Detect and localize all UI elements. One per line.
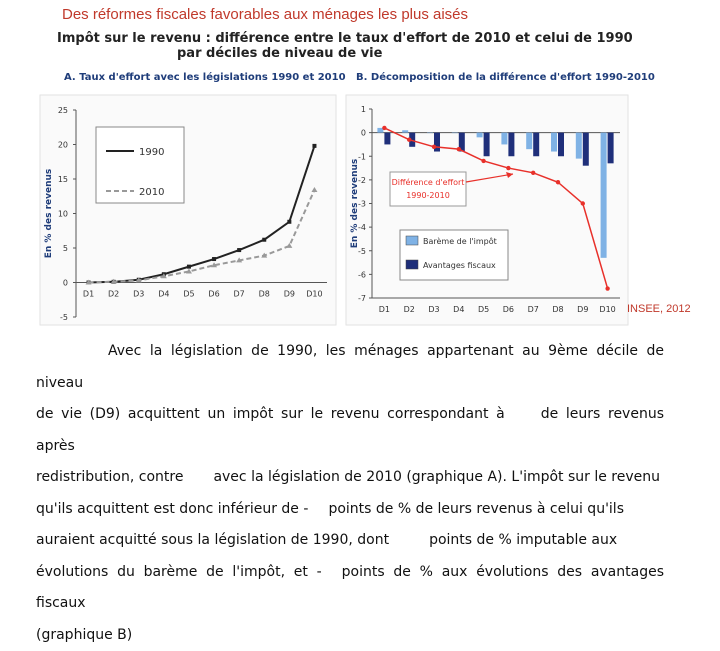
chart-a-x-tick-label: D10 bbox=[306, 290, 322, 299]
chart-b-annotation-line2: 1990-2010 bbox=[406, 191, 450, 200]
chart-a-x-tick-label: D4 bbox=[158, 290, 169, 299]
slide-title: Des réformes fiscales favorables aux ménages les plus aisés bbox=[62, 6, 468, 23]
chart-b-difference-point bbox=[457, 147, 461, 151]
panel-b-title: B. Décomposition de la différence d'effort 1990-2010 bbox=[356, 72, 655, 83]
chart-b-y-tick-label: -5 bbox=[358, 247, 366, 256]
para-line-3: redistribution, contre avec la législation de 2010 (graphique A). L'impôt sur le revenu bbox=[36, 462, 664, 494]
chart-a-x-tick-label: D9 bbox=[284, 290, 295, 299]
chart-b-legend-label-avantages: Avantages fiscaux bbox=[423, 261, 496, 270]
chart-b-bar-avantages bbox=[384, 133, 390, 145]
chart-a-x-tick-label: D5 bbox=[183, 290, 194, 299]
chart-b-y-tick-label: -3 bbox=[358, 200, 366, 209]
chart-a-y-tick-label: 5 bbox=[63, 244, 68, 253]
chart-a-y-tick-label: 10 bbox=[58, 210, 68, 219]
chart-b-bar-avantages bbox=[583, 133, 589, 166]
chart-a-x-tick-label: D7 bbox=[234, 290, 245, 299]
chart-b-x-tick-label: D10 bbox=[599, 305, 615, 314]
chart-b-x-tick-label: D1 bbox=[379, 305, 390, 314]
chart-a-y-tick-label: 25 bbox=[58, 106, 68, 115]
figure-title-line2: par déciles de niveau de vie bbox=[57, 46, 633, 61]
chart-b-annotation-line1: Différence d'effort bbox=[392, 177, 465, 187]
chart-b-bar-bareme bbox=[477, 133, 483, 138]
chart-a-y-tick-label: -5 bbox=[60, 313, 68, 322]
chart-b-y-axis-label: En % des revenus bbox=[350, 159, 360, 249]
chart-b-y-tick-label: -7 bbox=[358, 294, 366, 303]
para-line-7: (graphique B) bbox=[36, 620, 664, 651]
chart-b-x-tick-label: D7 bbox=[528, 305, 539, 314]
chart-b-difference-point bbox=[407, 138, 411, 142]
chart-b-bar-bareme bbox=[452, 133, 458, 134]
chart-b-difference-point bbox=[382, 126, 386, 130]
chart-a-x-tick-label: D6 bbox=[208, 290, 219, 299]
chart-b-y-tick-label: 1 bbox=[361, 105, 366, 114]
chart-b-difference-point bbox=[556, 180, 560, 184]
chart-b-difference-point bbox=[481, 159, 485, 163]
para-line-6: évolutions du barème de l'impôt, et - points de % aux évolutions des avantages fiscaux bbox=[36, 557, 664, 620]
chart-b-difference-point bbox=[581, 201, 585, 205]
chart-a-x-tick-label: D3 bbox=[133, 290, 144, 299]
source-label: INSEE, 2012 bbox=[627, 303, 691, 315]
chart-b-bar-avantages bbox=[608, 133, 614, 164]
chart-b-x-tick-label: D9 bbox=[577, 305, 588, 314]
chart-b-difference-point bbox=[506, 166, 510, 170]
chart-a-y-axis-label: En % des revenus bbox=[44, 169, 54, 259]
chart-a-legend-label-2010: 2010 bbox=[139, 187, 164, 198]
commentary-paragraph bbox=[36, 336, 664, 651]
chart-b-legend-label-bareme: Barème de l'impôt bbox=[423, 236, 497, 246]
chart-b-x-tick-label: D2 bbox=[404, 305, 415, 314]
chart-b-y-tick-label: 0 bbox=[361, 129, 366, 138]
chart-b-bar-avantages bbox=[508, 133, 514, 157]
chart-b-bar-avantages bbox=[558, 133, 564, 157]
chart-b-bar-avantages bbox=[533, 133, 539, 157]
chart-a-y-tick-label: 20 bbox=[58, 141, 68, 150]
chart-b-x-tick-label: D6 bbox=[503, 305, 514, 314]
chart-a-y-tick-label: 0 bbox=[63, 279, 68, 288]
para-line-5: auraient acquitté sous la législation de 1990, dont points de % imputable aux bbox=[36, 525, 664, 557]
chart-b-bar-bareme bbox=[551, 133, 557, 152]
chart-a-x-tick-label: D8 bbox=[259, 290, 270, 299]
chart-b-difference-point bbox=[432, 145, 436, 149]
chart-b-legend-swatch-avantages bbox=[406, 260, 418, 269]
chart-b-bar-bareme bbox=[402, 130, 408, 132]
chart-b-bar-bareme bbox=[576, 133, 582, 159]
chart-b-bar-avantages bbox=[484, 133, 490, 157]
figure-title-line1: Impôt sur le revenu : différence entre le taux d'effort de 2010 et celui de 1990 bbox=[57, 31, 633, 46]
chart-b-difference-point bbox=[531, 171, 535, 175]
para-line-2: de vie (D9) acquittent un impôt sur le revenu correspondant à de leurs revenus après bbox=[36, 399, 664, 462]
chart-b-y-tick-label: -4 bbox=[358, 223, 366, 232]
chart-b-x-tick-label: D3 bbox=[428, 305, 439, 314]
chart-b-y-tick-label: -2 bbox=[358, 176, 366, 185]
panel-a-title: A. Taux d'effort avec les législations 1990 et 2010 bbox=[64, 72, 346, 83]
chart-a-y-tick-label: 15 bbox=[58, 175, 68, 184]
chart-b-x-tick-label: D5 bbox=[478, 305, 489, 314]
chart-b-bar-bareme bbox=[601, 133, 607, 258]
chart-b-legend-swatch-bareme bbox=[406, 236, 418, 245]
chart-b-bar-bareme bbox=[427, 133, 433, 134]
chart-b-bar-bareme bbox=[526, 133, 532, 150]
chart-b-x-tick-label: D4 bbox=[453, 305, 464, 314]
chart-b-y-tick-label: -6 bbox=[358, 270, 366, 279]
chart-a-x-tick-label: D1 bbox=[83, 290, 94, 299]
para-line-4: qu'ils acquittent est donc inférieur de - points de % de leurs revenus à celui qu'ils bbox=[36, 494, 664, 526]
para-line-1: Avec la législation de 1990, les ménages appartenant au 9ème décile de niveau bbox=[36, 336, 664, 399]
chart-a-x-tick-label: D2 bbox=[108, 290, 119, 299]
chart-b-bar-bareme bbox=[501, 133, 507, 145]
chart-b-y-tick-label: -1 bbox=[358, 152, 366, 161]
chart-b-x-tick-label: D8 bbox=[552, 305, 563, 314]
chart-a-legend-label-1990: 1990 bbox=[139, 147, 164, 158]
chart-b-difference-point bbox=[605, 286, 609, 290]
